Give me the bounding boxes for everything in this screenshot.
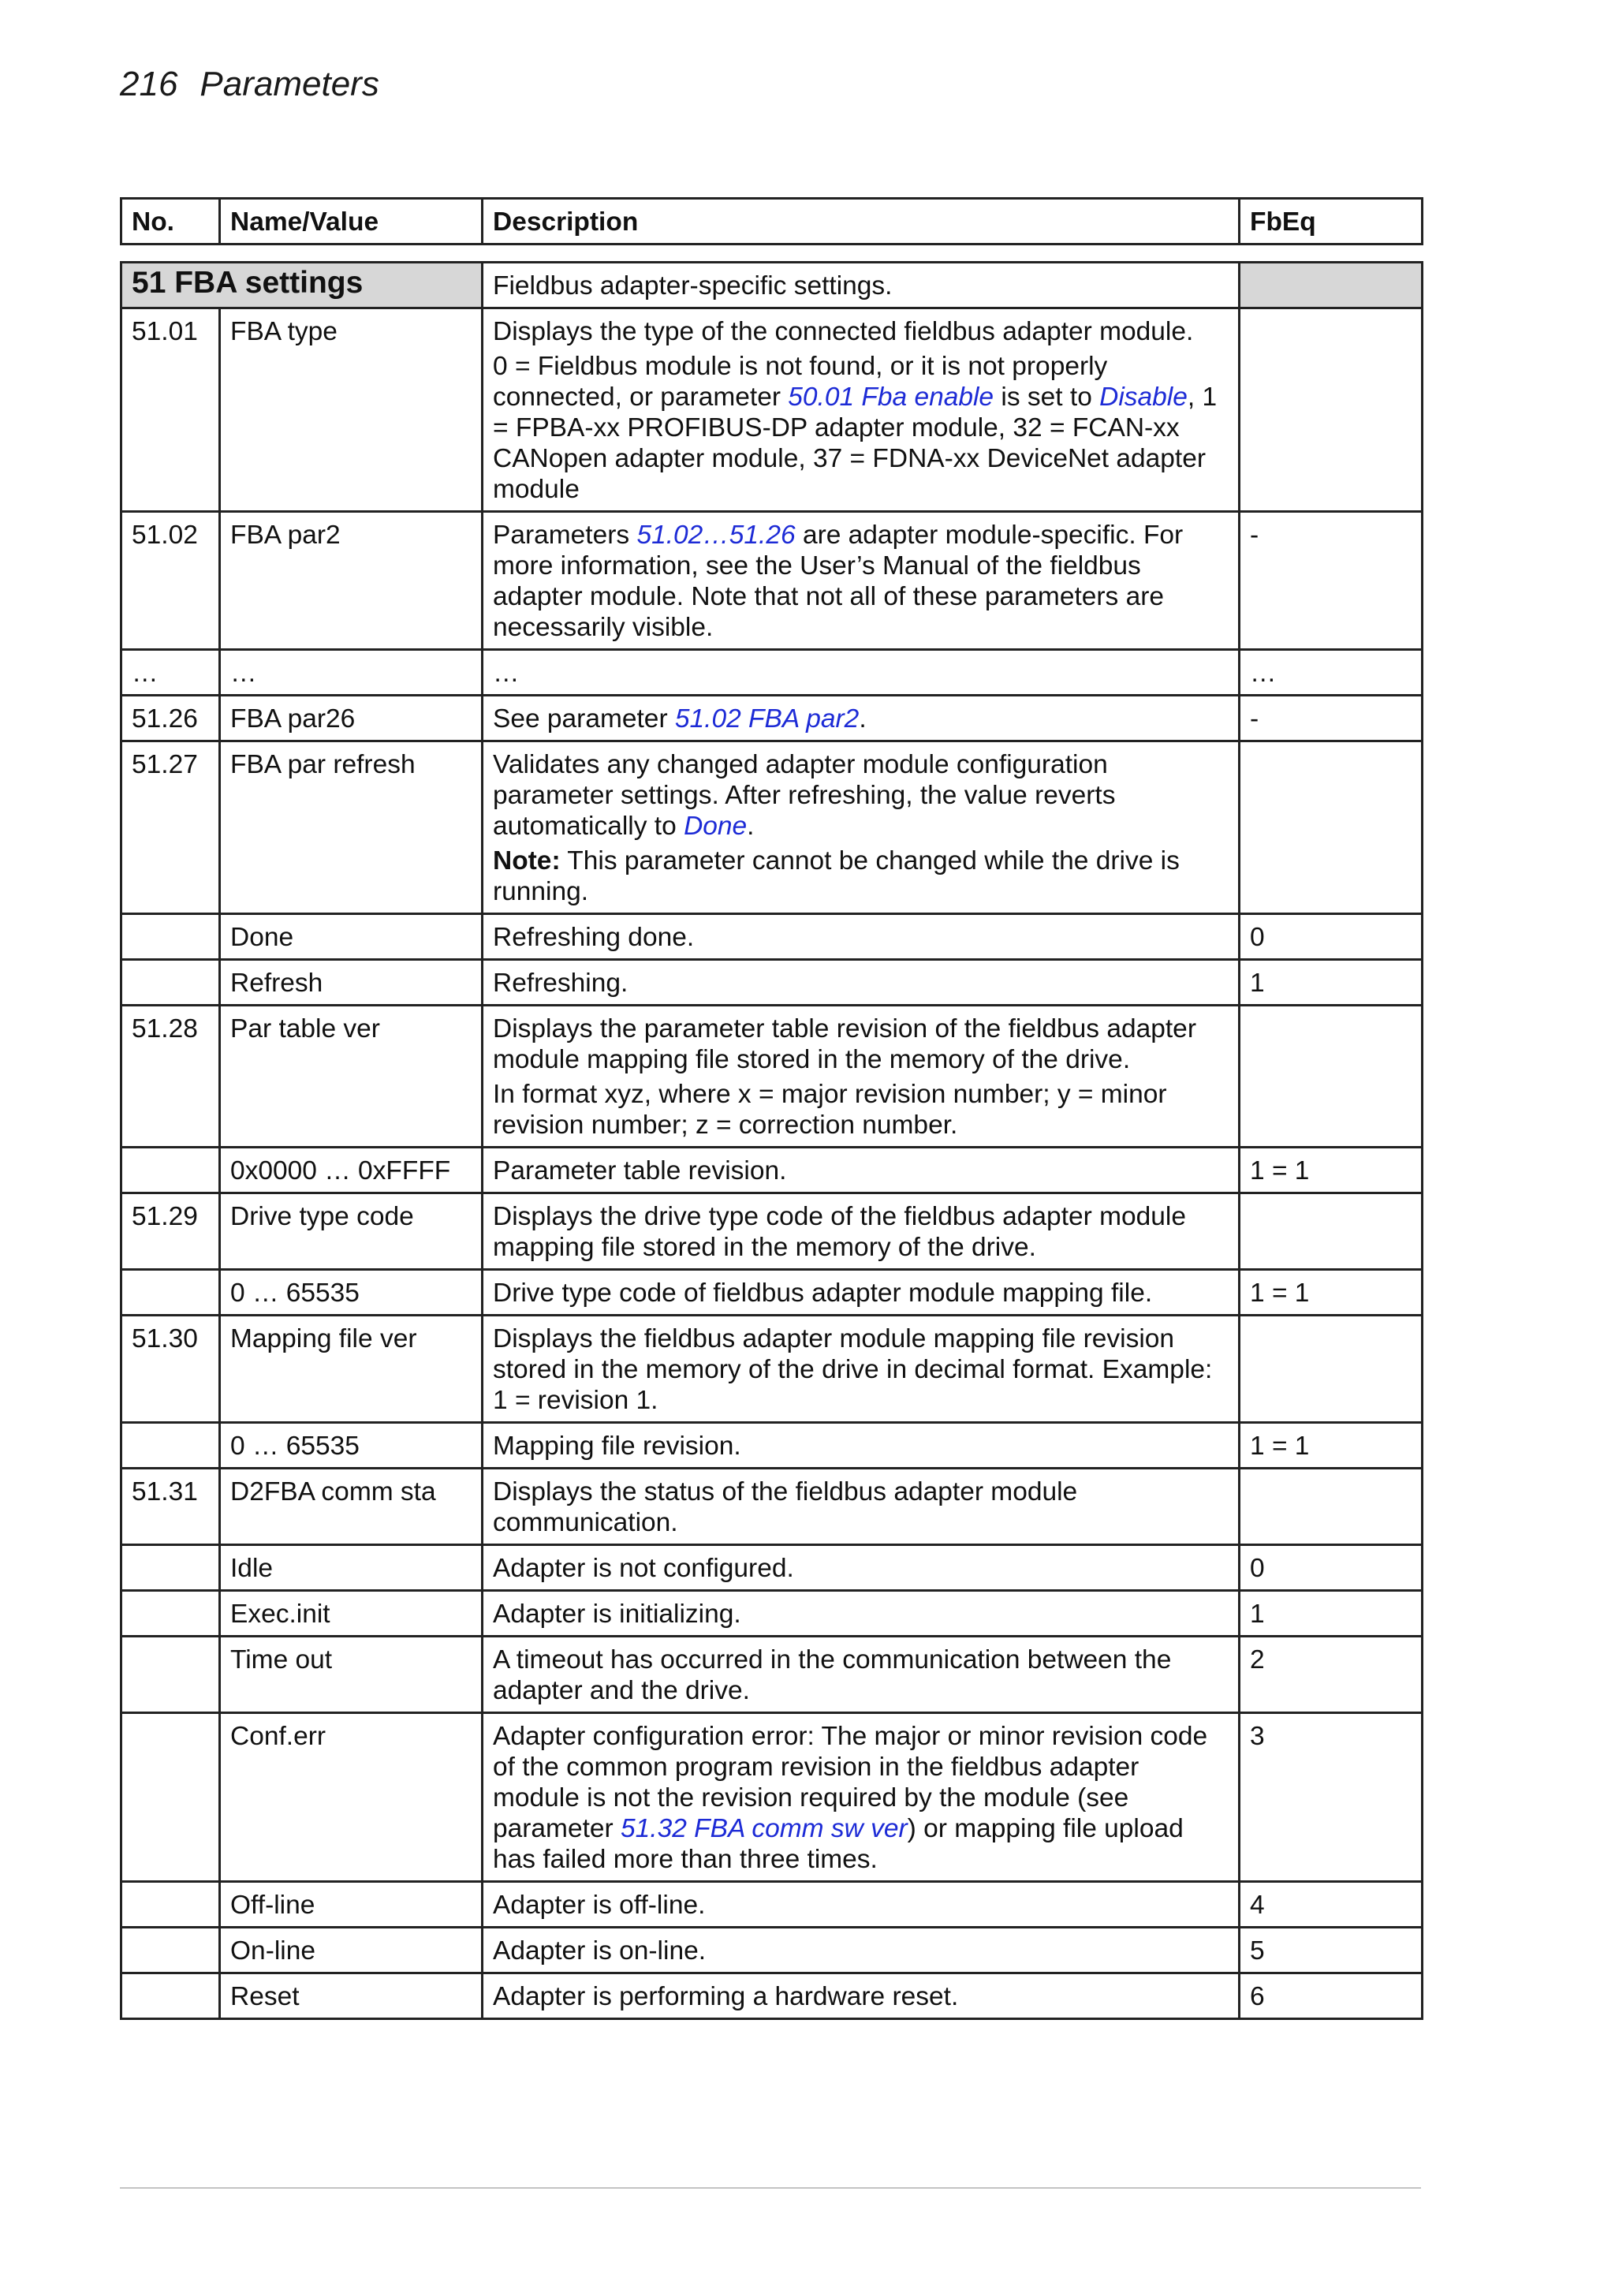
footer-divider [120, 2187, 1421, 2189]
param-link[interactable]: 51.32 FBA comm sw ver [621, 1814, 908, 1843]
param-description [483, 1006, 1240, 1148]
param-link[interactable]: 50.01 Fba enable [788, 383, 994, 412]
value-row [121, 1591, 1423, 1637]
table-row [121, 1006, 1423, 1148]
param-fbeq: 4 [1240, 1882, 1423, 1928]
value-row [121, 1973, 1423, 2019]
param-number: 51.02 [121, 512, 220, 650]
table-row [121, 1316, 1423, 1423]
note-label: Note: [493, 846, 561, 875]
param-fbeq: … [1240, 650, 1423, 696]
param-value-name: Refresh [220, 960, 483, 1006]
param-link[interactable]: 51.02 [636, 521, 703, 550]
param-number: 51.30 [121, 1316, 220, 1423]
param-value-name: Reset [220, 1973, 483, 2019]
param-fbeq [1240, 1316, 1423, 1423]
value-row [121, 1423, 1423, 1469]
section-fbeq [1240, 263, 1423, 308]
param-description: … [483, 650, 1240, 696]
description-text: . [859, 704, 867, 734]
note-text: This parameter cannot be changed while the drive is running. [493, 846, 1180, 906]
param-name: FBA type [220, 308, 483, 512]
param-number [121, 1713, 220, 1882]
value-row [121, 1882, 1423, 1928]
range-separator: … [703, 521, 729, 550]
param-fbeq [1240, 308, 1423, 512]
param-value-name: Done [220, 914, 483, 960]
param-number: 51.29 [121, 1193, 220, 1270]
description-text: are adapter module-specific. For more information, see the User’s Manual of the fieldbus adapter module. Note that not all of these parameters are necessarily visible. [493, 521, 1184, 642]
param-fbeq: 1 [1240, 960, 1423, 1006]
param-description: Adapter is on-line. [483, 1928, 1240, 1973]
param-fbeq: 1 = 1 [1240, 1423, 1423, 1469]
value-row [121, 1928, 1423, 1973]
param-description: Displays the status of the fieldbus adapter module communication. [483, 1469, 1240, 1545]
table-row [121, 512, 1423, 650]
param-fbeq: 1 = 1 [1240, 1270, 1423, 1316]
ellipsis-row [121, 650, 1423, 696]
param-number [121, 1545, 220, 1591]
description-paragraph [493, 351, 1229, 505]
param-fbeq: - [1240, 696, 1423, 741]
description-text: Validates any changed adapter module configuration parameter settings. After refreshing, the value reverts automatically to [493, 750, 1116, 841]
description-text: In format xyz, where x = major revision number; y = minor revision number; z = correction number. [493, 1080, 1167, 1140]
param-fbeq: 1 = 1 [1240, 1148, 1423, 1193]
param-description: Adapter is not configured. [483, 1545, 1240, 1591]
param-fbeq: 3 [1240, 1713, 1423, 1882]
table-row [121, 308, 1423, 512]
table-spacer [121, 245, 1423, 263]
param-number [121, 1270, 220, 1316]
param-number: 51.01 [121, 308, 220, 512]
description-text: , 1 = FPBA-xx PROFIBUS-DP adapter module, 32 = FCAN-xx CANopen adapter module, 37 = FDNA-xx DeviceNet adapter module [493, 383, 1218, 504]
section-title-cell: 51 FBA settings [121, 263, 483, 308]
param-number: … [121, 650, 220, 696]
param-fbeq: 0 [1240, 1545, 1423, 1591]
param-number [121, 1882, 220, 1928]
param-fbeq: 2 [1240, 1637, 1423, 1713]
description-text: 0 = Fieldbus module is not found, or it is not properly connected, or parameter [493, 352, 1108, 412]
description-text: Parameters [493, 521, 637, 550]
description-text: See parameter [493, 704, 675, 734]
value-row [121, 1637, 1423, 1713]
param-number [121, 1637, 220, 1713]
param-fbeq [1240, 741, 1423, 914]
table-header-row [121, 199, 1423, 245]
param-description: A timeout has occurred in the communication between the adapter and the drive. [483, 1637, 1240, 1713]
description-text: . [747, 812, 755, 841]
param-value-name: 0 … 65535 [220, 1270, 483, 1316]
param-fbeq: 1 [1240, 1591, 1423, 1637]
description-text: Displays the type of the connected fieldbus adapter module. [493, 317, 1194, 346]
page-number: 216 [120, 65, 178, 103]
param-value-name: Idle [220, 1545, 483, 1591]
param-description: Adapter is off-line. [483, 1882, 1240, 1928]
param-number [121, 960, 220, 1006]
param-number [121, 1973, 220, 2019]
param-description [483, 308, 1240, 512]
param-name: Mapping file ver [220, 1316, 483, 1423]
value-row [121, 1713, 1423, 1882]
column-header-fbeq: FbEq [1240, 199, 1423, 245]
param-description: Parameter table revision. [483, 1148, 1240, 1193]
param-description: Displays the drive type code of the fieldbus adapter module mapping file stored in the memory of the drive. [483, 1193, 1240, 1270]
param-description: Displays the fieldbus adapter module mapping file revision stored in the memory of the drive in decimal format. Example: 1 = revision 1. [483, 1316, 1240, 1423]
param-fbeq: 5 [1240, 1928, 1423, 1973]
parameter-table [120, 197, 1423, 2020]
column-header-description: Description [483, 199, 1240, 245]
param-value-name: Time out [220, 1637, 483, 1713]
value-link[interactable]: Disable [1099, 383, 1188, 412]
param-value-name: On-line [220, 1928, 483, 1973]
value-link[interactable]: Done [684, 812, 748, 841]
value-row [121, 1270, 1423, 1316]
param-value-name: Off-line [220, 1882, 483, 1928]
param-description [483, 696, 1240, 741]
param-number: 51.28 [121, 1006, 220, 1148]
value-row [121, 1545, 1423, 1591]
param-description: Adapter is performing a hardware reset. [483, 1973, 1240, 2019]
param-name: Par table ver [220, 1006, 483, 1148]
param-link[interactable]: 51.26 [729, 521, 796, 550]
param-fbeq [1240, 1193, 1423, 1270]
param-name: … [220, 650, 483, 696]
param-description: Refreshing. [483, 960, 1240, 1006]
param-name: FBA par refresh [220, 741, 483, 914]
table-row [121, 696, 1423, 741]
column-header-no: No. [121, 199, 220, 245]
section-row [121, 263, 1423, 308]
description-text: Adapter configuration error: The major or minor revision code of the common program revision in the fieldbus adapter module is not the revision required by the module (see parameter [493, 1722, 1208, 1843]
table-row [121, 741, 1423, 914]
param-number [121, 914, 220, 960]
param-description [483, 1713, 1240, 1882]
param-value-name: Exec.init [220, 1591, 483, 1637]
param-name: FBA par26 [220, 696, 483, 741]
value-row [121, 1148, 1423, 1193]
param-number [121, 1148, 220, 1193]
note-paragraph [493, 846, 1229, 907]
param-name: Drive type code [220, 1193, 483, 1270]
param-link[interactable]: 51.02 FBA par2 [674, 704, 860, 734]
description-text: Displays the parameter table revision of the fieldbus adapter module mapping file stored in the memory of the drive. [493, 1014, 1196, 1074]
param-value-name: Conf.err [220, 1713, 483, 1882]
param-fbeq: - [1240, 512, 1423, 650]
param-description: Drive type code of fieldbus adapter module mapping file. [483, 1270, 1240, 1316]
param-number [121, 1423, 220, 1469]
param-description [483, 512, 1240, 650]
section-description: Fieldbus adapter-specific settings. [483, 263, 1240, 308]
value-row [121, 914, 1423, 960]
param-fbeq: 6 [1240, 1973, 1423, 2019]
param-description: Adapter is initializing. [483, 1591, 1240, 1637]
table-row [121, 1469, 1423, 1545]
param-number [121, 1591, 220, 1637]
description-text: is set to [994, 383, 1100, 412]
param-fbeq: 0 [1240, 914, 1423, 960]
param-fbeq [1240, 1469, 1423, 1545]
section-title: Parameters [200, 65, 379, 103]
param-fbeq [1240, 1006, 1423, 1148]
param-value-name: 0 … 65535 [220, 1423, 483, 1469]
param-number [121, 1928, 220, 1973]
table-row [121, 1193, 1423, 1270]
param-number: 51.27 [121, 741, 220, 914]
column-header-name: Name/Value [220, 199, 483, 245]
param-name: D2FBA comm sta [220, 1469, 483, 1545]
value-row [121, 960, 1423, 1006]
param-description: Refreshing done. [483, 914, 1240, 960]
param-value-name: 0x0000 … 0xFFFF [220, 1148, 483, 1193]
page-header [120, 65, 379, 104]
param-number: 51.26 [121, 696, 220, 741]
param-number: 51.31 [121, 1469, 220, 1545]
description-paragraph [493, 749, 1229, 842]
param-description: Mapping file revision. [483, 1423, 1240, 1469]
description-text: ) or mapping file upload has failed more than three times. [493, 1814, 1184, 1874]
param-description [483, 741, 1240, 914]
param-name: FBA par2 [220, 512, 483, 650]
